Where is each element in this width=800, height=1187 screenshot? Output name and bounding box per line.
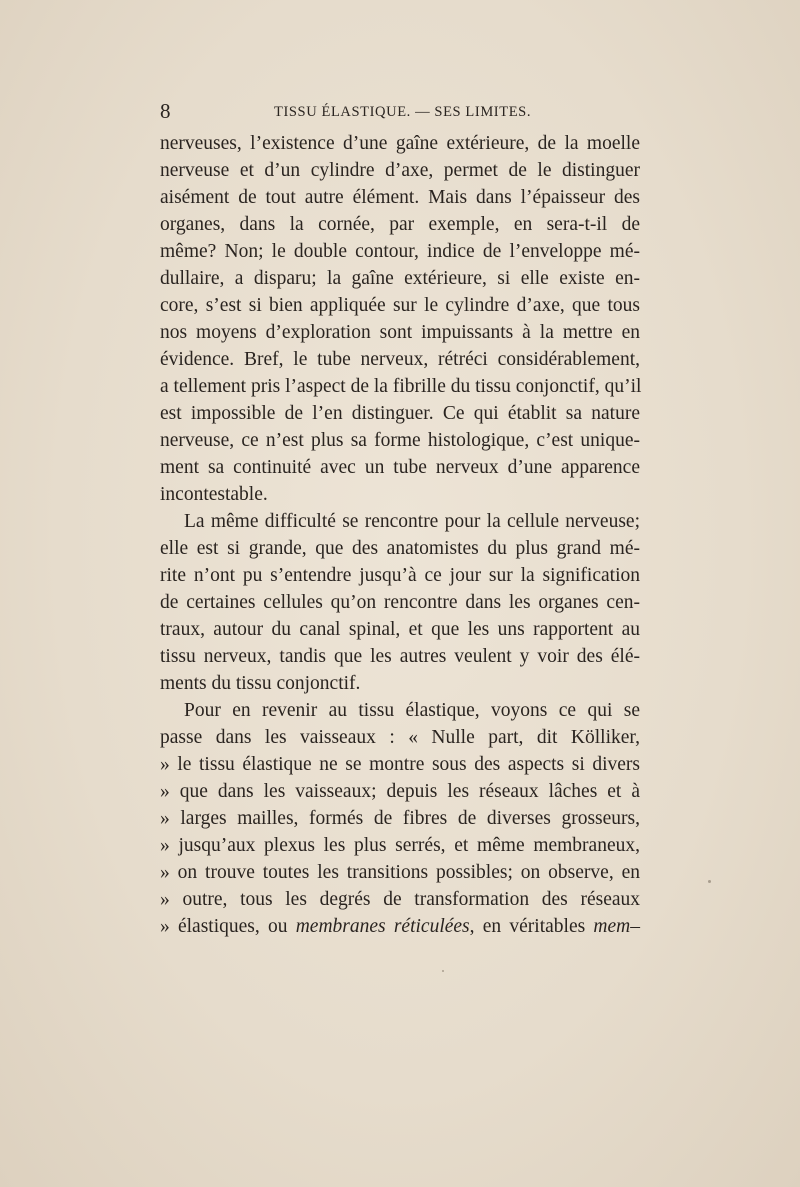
text-line: organes, dans la cornée, par exemple, en sera-t-il de: [160, 214, 640, 235]
text-line: a tellement pris l’aspect de la fibrille du tissu conjonctif, qu’il: [160, 376, 642, 397]
body-text: [160, 130, 640, 940]
paper-speck: [708, 880, 711, 883]
italic-term: membranes réticulées: [295, 916, 470, 937]
text-line: ment sa continuité avec un tube nerveux d’une apparence: [160, 457, 640, 478]
italic-term: mem–: [593, 916, 640, 937]
text-line: évidence. Bref, le tube nerveux, rétréci considérablement,: [160, 349, 640, 370]
text-line: rite n’ont pu s’entendre jusqu’à ce jour sur la signification: [160, 565, 640, 586]
text-line: La même difficulté se rencontre pour la cellule nerveuse;: [184, 511, 640, 532]
paper-speck: [442, 970, 444, 972]
text-line: aisément de tout autre élément. Mais dans l’épaisseur des: [160, 187, 640, 208]
page-header: [160, 98, 640, 124]
text-line: » que dans les vaisseaux; depuis les réseaux lâches et à: [160, 781, 640, 802]
text-line: Pour en revenir au tissu élastique, voyons ce qui se: [184, 700, 640, 721]
text-line: ments du tissu conjonctif.: [160, 673, 361, 694]
text-line: » larges mailles, formés de fibres de diverses grosseurs,: [160, 808, 640, 829]
text-line: dullaire, a disparu; la gaîne extérieure, si elle existe en-: [160, 268, 640, 289]
text-line: est impossible de l’en distinguer. Ce qui établit sa nature: [160, 403, 640, 424]
running-head: TISSU ÉLASTIQUE. — SES LIMITES.: [274, 104, 532, 120]
text-line: » outre, tous les degrés de transformation des réseaux: [160, 889, 640, 910]
text-line: nerveuse, ce n’est plus sa forme histologique, c’est unique-: [160, 430, 640, 451]
text-line: tissu nerveux, tandis que les autres veulent y voir des élé-: [160, 646, 640, 667]
text-line: » on trouve toutes les transitions possibles; on observe, en: [160, 862, 640, 883]
text-line: de certaines cellules qu’on rencontre dans les organes cen-: [160, 592, 640, 613]
text-line-last: [160, 913, 640, 940]
text-line: elle est si grande, que des anatomistes du plus grand mé-: [160, 538, 640, 559]
page-number: 8: [160, 99, 171, 123]
text-line: nerveuses, l’existence d’une gaîne extérieure, de la moelle: [160, 133, 640, 154]
text-line: nerveuse et d’un cylindre d’axe, permet de le distinguer: [160, 160, 640, 181]
text-line: core, s’est si bien appliquée sur le cylindre d’axe, que tous: [160, 295, 640, 316]
text-line: traux, autour du canal spinal, et que les uns rapportent au: [160, 619, 640, 640]
text-segment: » élastiques, ou: [160, 916, 296, 937]
text-line: même? Non; le double contour, indice de l’enveloppe mé-: [160, 241, 640, 262]
text-line: » le tissu élastique ne se montre sous des aspects si divers: [160, 754, 640, 775]
text-line: passe dans les vaisseaux : « Nulle part, dit Kölliker,: [160, 727, 640, 748]
text-line: » jusqu’aux plexus les plus serrés, et même membraneux,: [160, 835, 640, 856]
text-segment: , en véritables: [469, 916, 594, 937]
text-line: nos moyens d’exploration sont impuissants à la mettre en: [160, 322, 640, 343]
text-line: incontestable.: [160, 484, 268, 505]
